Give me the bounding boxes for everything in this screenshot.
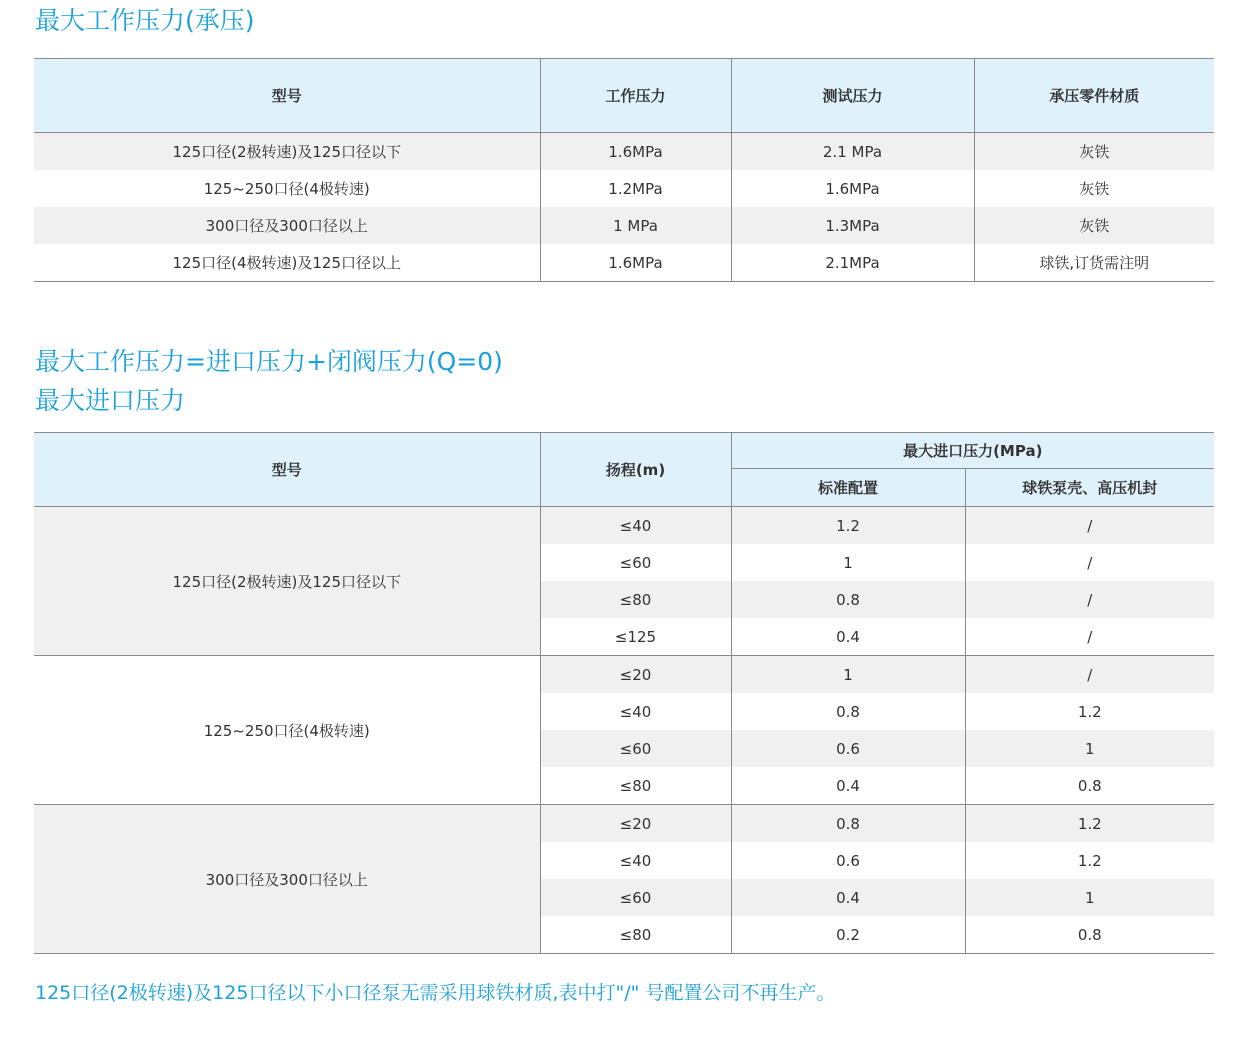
table-row — [34, 133, 1214, 171]
section1-title: 最大工作压力(承压) — [35, 6, 255, 35]
cell-model: 125~250口径(4极转速) — [34, 170, 540, 207]
cell-working-pressure: 1.6MPa — [540, 133, 731, 171]
cell-standard: 0.6 — [731, 730, 965, 767]
cell-head: ≤80 — [540, 916, 731, 954]
inlet-pressure-table — [34, 432, 1214, 954]
header-model: 型号 — [34, 433, 540, 507]
cell-model: 125口径(2极转速)及125口径以下 — [34, 507, 540, 656]
table-row — [34, 170, 1214, 207]
cell-model: 300口径及300口径以上 — [34, 207, 540, 244]
cell-standard: 0.2 — [731, 916, 965, 954]
cell-head: ≤20 — [540, 805, 731, 843]
cell-standard: 0.8 — [731, 693, 965, 730]
cell-ductile: 1.2 — [965, 842, 1214, 879]
cell-ductile: / — [965, 656, 1214, 694]
cell-head: ≤125 — [540, 618, 731, 656]
cell-ductile: 0.8 — [965, 916, 1214, 954]
cell-ductile: 1.2 — [965, 805, 1214, 843]
cell-material: 灰铁 — [974, 207, 1214, 244]
cell-working-pressure: 1.6MPa — [540, 244, 731, 282]
cell-test-pressure: 2.1 MPa — [731, 133, 974, 171]
cell-head: ≤80 — [540, 767, 731, 805]
cell-test-pressure: 2.1MPa — [731, 244, 974, 282]
table-row — [34, 805, 1214, 843]
cell-ductile: 1 — [965, 730, 1214, 767]
cell-head: ≤80 — [540, 581, 731, 618]
working-pressure-table — [34, 58, 1214, 282]
cell-test-pressure: 1.6MPa — [731, 170, 974, 207]
cell-ductile: / — [965, 507, 1214, 545]
cell-standard: 0.4 — [731, 767, 965, 805]
header-head: 扬程(m) — [540, 433, 731, 507]
cell-ductile: / — [965, 618, 1214, 656]
cell-head: ≤60 — [540, 879, 731, 916]
header-model: 型号 — [34, 59, 540, 133]
cell-standard: 0.4 — [731, 879, 965, 916]
cell-ductile: / — [965, 581, 1214, 618]
header-material: 承压零件材质 — [974, 59, 1214, 133]
cell-working-pressure: 1.2MPa — [540, 170, 731, 207]
cell-ductile: / — [965, 544, 1214, 581]
cell-standard: 1 — [731, 656, 965, 694]
cell-ductile: 1 — [965, 879, 1214, 916]
cell-head: ≤60 — [540, 544, 731, 581]
header-max-inlet-pressure: 最大进口压力(MPa) — [731, 433, 1214, 469]
cell-model: 125口径(2极转速)及125口径以下 — [34, 133, 540, 171]
section2-title: 最大工作压力=进口压力+闭阀压力(Q=0) — [35, 347, 503, 376]
cell-standard: 0.8 — [731, 581, 965, 618]
table-header-row — [34, 433, 1214, 469]
cell-standard: 1.2 — [731, 507, 965, 545]
cell-standard: 0.8 — [731, 805, 965, 843]
table-row — [34, 207, 1214, 244]
table-row — [34, 656, 1214, 694]
cell-material: 灰铁 — [974, 170, 1214, 207]
cell-head: ≤20 — [540, 656, 731, 694]
cell-working-pressure: 1 MPa — [540, 207, 731, 244]
footnote: 125口径(2极转速)及125口径以下小口径泵无需采用球铁材质,表中打"/" 号配置公司不再生产。 — [35, 982, 836, 1004]
table-header-row — [34, 59, 1214, 133]
header-ductile-config: 球铁泵壳、高压机封 — [965, 469, 1214, 507]
cell-standard: 0.6 — [731, 842, 965, 879]
section2-subtitle: 最大进口压力 — [35, 386, 186, 415]
header-standard-config: 标准配置 — [731, 469, 965, 507]
cell-test-pressure: 1.3MPa — [731, 207, 974, 244]
cell-standard: 0.4 — [731, 618, 965, 656]
table-row — [34, 244, 1214, 282]
table-row — [34, 507, 1214, 545]
cell-material: 球铁,订货需注明 — [974, 244, 1214, 282]
cell-ductile: 0.8 — [965, 767, 1214, 805]
header-working-pressure: 工作压力 — [540, 59, 731, 133]
cell-standard: 1 — [731, 544, 965, 581]
cell-model: 125~250口径(4极转速) — [34, 656, 540, 805]
cell-head: ≤40 — [540, 507, 731, 545]
cell-ductile: 1.2 — [965, 693, 1214, 730]
cell-head: ≤40 — [540, 693, 731, 730]
cell-head: ≤40 — [540, 842, 731, 879]
cell-material: 灰铁 — [974, 133, 1214, 171]
cell-head: ≤60 — [540, 730, 731, 767]
cell-model: 125口径(4极转速)及125口径以上 — [34, 244, 540, 282]
cell-model: 300口径及300口径以上 — [34, 805, 540, 954]
header-test-pressure: 测试压力 — [731, 59, 974, 133]
